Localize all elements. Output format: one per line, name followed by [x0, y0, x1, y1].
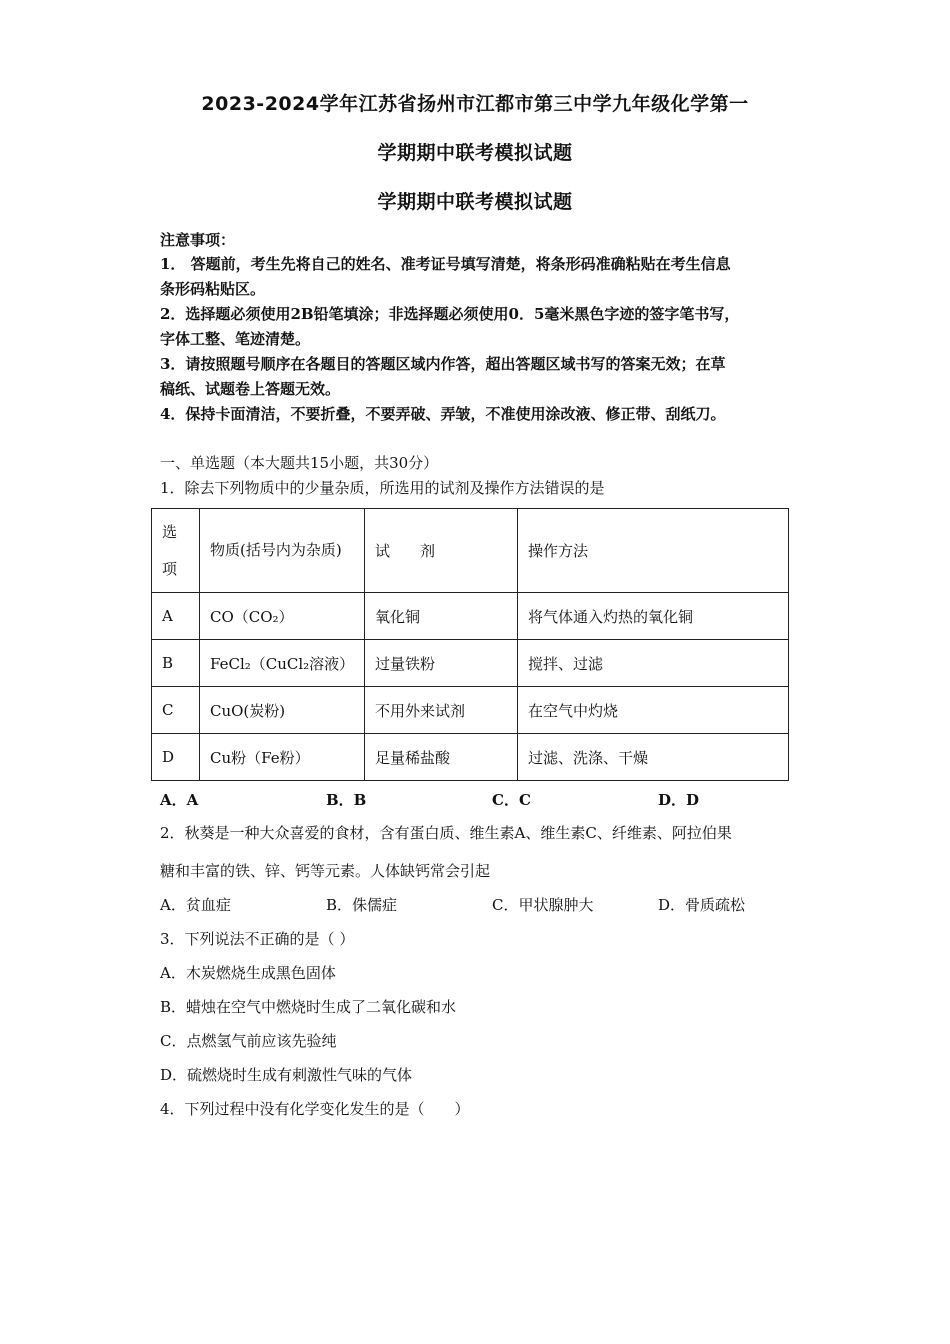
table-header-cell: 物质(括号内为杂质): [200, 509, 365, 593]
exam-title-line-1: 2023-2024学年江苏省扬州市江都市第三中学九年级化学第一: [201, 93, 749, 115]
notice-line: 2．选择题必须使用2B铅笔填涂；非选择题必须使用0．5毫米黑色字迹的签字笔书写，: [160, 305, 740, 323]
q1-option-a[interactable]: A．A: [160, 791, 199, 809]
table-cell: B: [152, 640, 200, 687]
section-heading: 一、单选题（本大题共15小题，共30分）: [160, 454, 439, 472]
table-cell: 将气体通入灼热的氧化铜: [518, 593, 789, 640]
table-cell: 过量铁粉: [365, 640, 518, 687]
table-cell: CuO(炭粉): [200, 687, 365, 734]
exam-title-line-3: 学期期中联考模拟试题: [377, 191, 573, 213]
q3-option-d[interactable]: D．硫燃烧时生成有刺激性气味的气体: [160, 1066, 413, 1084]
table-row: [152, 734, 789, 781]
q3-option-b[interactable]: B．蜡烛在空气中燃烧时生成了二氧化碳和水: [160, 998, 457, 1016]
q2-option-a[interactable]: A．贫血症: [160, 896, 231, 914]
q1-option-b[interactable]: B．B: [326, 791, 367, 809]
q3-stem: 3．下列说法不正确的是（ ）: [160, 930, 355, 948]
notice-line: 1． 答题前，考生先将自己的姓名、准考证号填写清楚，将条形码准确粘贴在考生信息: [160, 255, 731, 273]
q2-stem-line-1: 2．秋葵是一种大众喜爱的食材，含有蛋白质、维生素A、维生素C、纤维素、阿拉伯果: [160, 824, 732, 842]
notice-line: 稿纸、试题卷上答题无效。: [160, 380, 341, 398]
q3-option-c[interactable]: C．点燃氢气前应该先验纯: [160, 1032, 337, 1050]
table-cell: 氧化铜: [365, 593, 518, 640]
table-cell: 在空气中灼烧: [518, 687, 789, 734]
q2-option-c[interactable]: C．甲状腺肿大: [492, 896, 594, 914]
notice-line: 3．请按照题号顺序在各题目的答题区域内作答，超出答题区域书写的答案无效；在草: [160, 355, 726, 373]
notice-line: 条形码粘贴区。: [160, 280, 266, 298]
table-header-cell: 操作方法: [518, 509, 789, 593]
q2-option-d[interactable]: D．骨质疏松: [658, 896, 746, 914]
notice-line: 4．保持卡面清洁，不要折叠，不要弄破、弄皱，不准使用涂改液、修正带、刮纸刀。: [160, 405, 726, 423]
table-cell: A: [152, 593, 200, 640]
table-cell: D: [152, 734, 200, 781]
table-header-cell: 选项: [152, 509, 200, 593]
exam-title-line-2: 学期期中联考模拟试题: [377, 142, 573, 164]
notice-heading: 注意事项：: [160, 231, 236, 249]
table-header-row: [152, 509, 789, 593]
table-cell: FeCl₂（CuCl₂溶液）: [200, 640, 365, 687]
table-cell: 足量稀盐酸: [365, 734, 518, 781]
q2-stem-line-2: 糖和丰富的铁、锌、钙等元素。人体缺钙常会引起: [160, 862, 491, 880]
table-header-cell: 试 剂: [365, 509, 518, 593]
q2-option-b[interactable]: B．侏儒症: [326, 896, 398, 914]
q4-stem: 4．下列过程中没有化学变化发生的是（ ）: [160, 1100, 470, 1118]
table-cell: Cu粉（Fe粉）: [200, 734, 365, 781]
table-row: [152, 593, 789, 640]
q1-table: [151, 508, 789, 781]
q1-option-c[interactable]: C．C: [492, 791, 531, 809]
q3-option-a[interactable]: A．木炭燃烧生成黑色固体: [160, 964, 336, 982]
table-cell: C: [152, 687, 200, 734]
table-cell: CO（CO₂）: [200, 593, 365, 640]
table-row: [152, 640, 789, 687]
table-cell: 过滤、洗涤、干燥: [518, 734, 789, 781]
table-cell: 不用外来试剂: [365, 687, 518, 734]
q1-option-d[interactable]: D．D: [658, 791, 700, 809]
table-row: [152, 687, 789, 734]
q1-stem: 1．除去下列物质中的少量杂质，所选用的试剂及操作方法错误的是: [160, 479, 605, 497]
notice-line: 字体工整、笔迹清楚。: [160, 330, 311, 348]
table-cell: 搅拌、过滤: [518, 640, 789, 687]
